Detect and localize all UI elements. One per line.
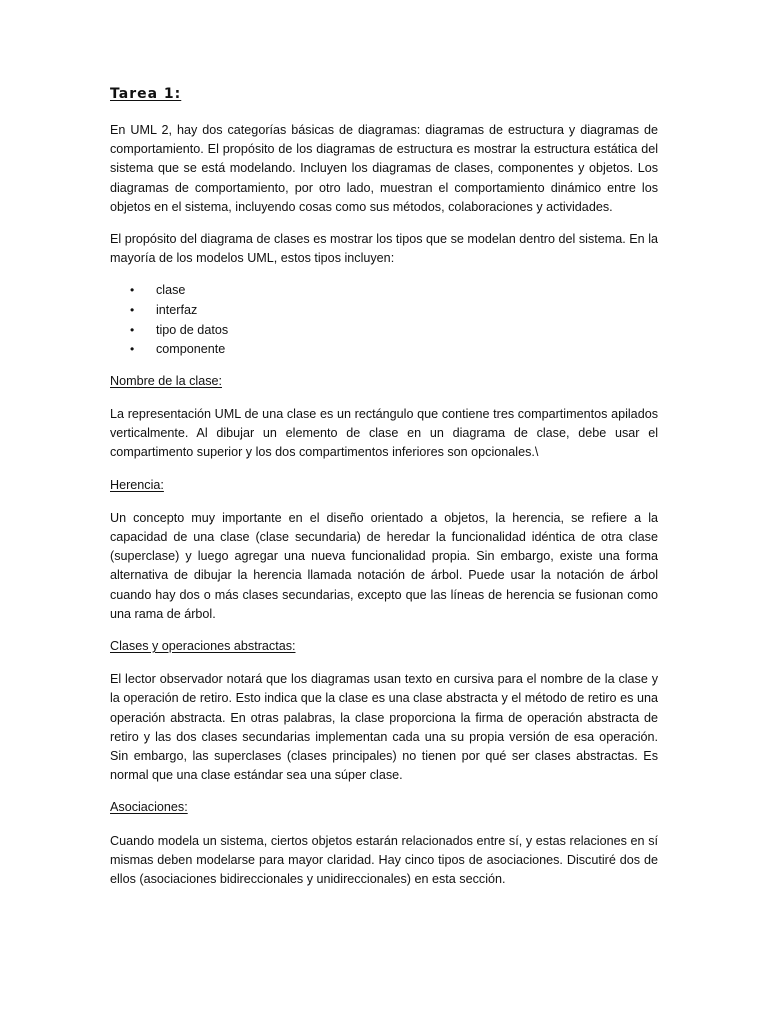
class-diagram-purpose-paragraph: El propósito del diagrama de clases es mostrar los tipos que se modelan dentro del sistema. En la mayoría de los modelos UML, estos tipos incluyen: — [110, 232, 658, 266]
section-text-inheritance: Un concepto muy importante en el diseño orientado a objetos, la herencia, se refiere a la capacidad de una clase (clase secundaria) de heredar la funcionalidad idéntica de otra clase (superclase) y luego agregar una nueva funcionalidad propia. Sin embargo, existe una forma alternativa de dibujar la herencia llamada notación de árbol. Puede usar la notación de árbol cuando hay dos o más clases secundarias, excepto que las líneas de herencia se fusionan como una rama de árbol. — [110, 510, 658, 621]
list-item-label: componente — [156, 342, 226, 357]
bullet-icon: • — [130, 283, 135, 298]
list-item — [110, 281, 658, 301]
bullet-icon: • — [130, 303, 135, 318]
bullet-icon: • — [130, 342, 135, 357]
section-heading-class-name: Nombre de la clase: — [110, 373, 222, 388]
type-list — [110, 281, 658, 359]
list-item-label: interfaz — [156, 303, 198, 318]
bullet-icon: • — [130, 322, 135, 337]
list-item — [110, 340, 658, 360]
list-item — [110, 301, 658, 321]
section-heading-associations: Asociaciones: — [110, 800, 188, 815]
list-item — [110, 321, 658, 341]
section-text-abstract: El lector observador notará que los diagramas usan texto en cursiva para el nombre de la clase y la operación de retiro. Esto indica que la clase es una clase abstracta y el método de retiro es una operación abstracta. En otras palabras, la clase proporciona la firma de operación abstracta de retiro y las dos clases secundarias implementan cada una su propia versión de esa operación. Sin embargo, las superclases (clases principales) no tienen por qué ser clases abstractas. Es normal que una clase estándar sea una súper clase. — [110, 672, 658, 783]
section-heading-inheritance: Herencia: — [110, 477, 164, 492]
document-page — [110, 84, 658, 902]
section-text-associations: Cuando modela un sistema, ciertos objetos estarán relacionados entre sí, y estas relaciones en sí mismas deben modelarse para mayor claridad. Hay cinco tipos de asociaciones. Discutiré dos de ellos (asociaciones bidireccionales y unidireccionales) en esta sección. — [110, 833, 658, 887]
intro-paragraph: En UML 2, hay dos categorías básicas de diagramas: diagramas de estructura y diagramas de comportamiento. El propósito de los diagramas de estructura es mostrar la estructura estática del sistema que se está modelando. Incluyen los diagramas de clases, componentes y objetos. Los diagramas de comportamiento, por otro lado, muestran el comportamiento dinámico entre los objetos en el sistema, incluyendo cosas como sus métodos, colaboraciones y actividades. — [110, 123, 658, 214]
section-text-class-name: La representación UML de una clase es un rectángulo que contiene tres compartimentos apilados verticalmente. Al dibujar un elemento de clase en un diagrama de clase, debe usar el compartimento superior y los dos compartimentos inferiores son opcionales.\ — [110, 407, 658, 460]
list-item-label: tipo de datos — [156, 322, 229, 337]
section-heading-abstract: Clases y operaciones abstractas: — [110, 639, 296, 654]
list-item-label: clase — [156, 283, 186, 298]
document-title: Tarea 1: — [110, 86, 182, 102]
